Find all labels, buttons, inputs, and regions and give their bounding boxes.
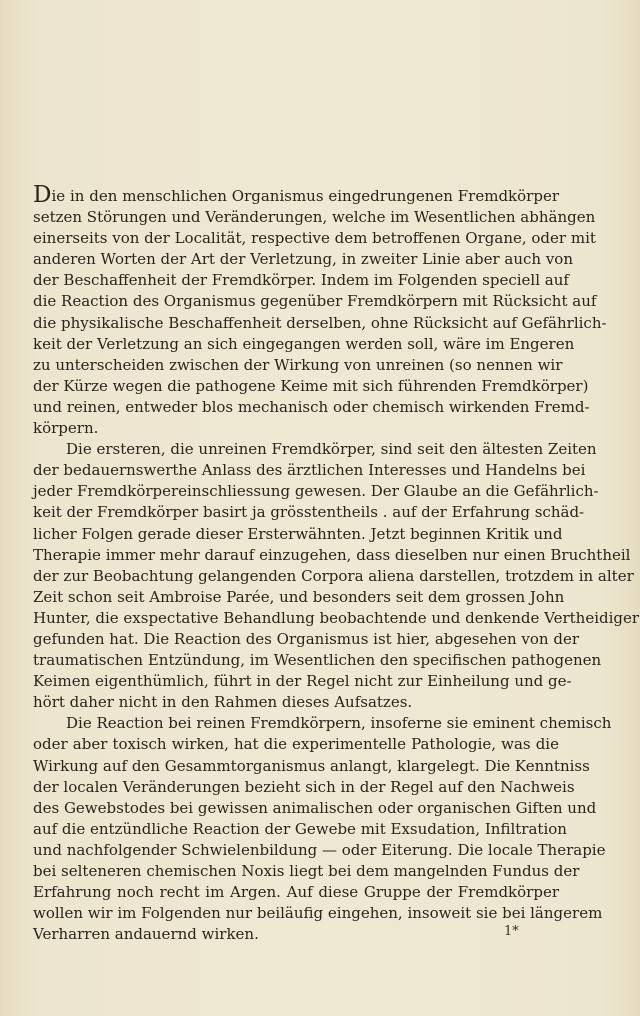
text-line xyxy=(33,840,606,861)
text-line xyxy=(33,460,586,481)
line-text: und nachfolgender Schwielenbildung — oder Eiterung. Die locale Therapie xyxy=(33,840,606,859)
text-line xyxy=(33,418,559,439)
text-line xyxy=(33,270,569,291)
text-line xyxy=(33,734,559,755)
line-text: keit der Verletzung an sich eingegangen werden soll, wäre im Engeren xyxy=(33,334,575,353)
line-text: hört daher nicht in den Rahmen dieses Aufsatzes. xyxy=(33,693,413,712)
text-line xyxy=(33,334,575,355)
line-text: Die ersteren, die unreinen Fremdkörper, sind seit den ältesten Zeiten xyxy=(66,440,597,459)
line-text: Zeit schon seit Ambroise Parée, und besonders seit dem grossen John xyxy=(33,587,565,606)
paragraph xyxy=(33,182,607,439)
text-line xyxy=(33,819,567,840)
text-line xyxy=(33,608,640,629)
text-line xyxy=(33,692,559,713)
line-text: Hunter, die exspectative Behandlung beobachtende und denkende Vertheidiger xyxy=(33,608,640,627)
text-line xyxy=(33,756,590,777)
line-text: keit der Fremdkörper basirt ja grösstentheils . auf der Erfahrung schäd- xyxy=(33,503,585,522)
line-text: Die Reaction bei reinen Fremdkörpern, insoferne sie eminent chemisch xyxy=(66,714,612,733)
line-text: die physikalische Beschaffenheit derselben, ohne Rücksicht auf Gefährlich- xyxy=(33,313,607,332)
line-text: Verharren andauernd wirken. xyxy=(33,925,259,944)
line-text: die Reaction des Organismus gegenüber Fremdkörpern mit Rücksicht auf xyxy=(33,292,597,311)
text-line xyxy=(33,376,589,397)
line-text: Keimen eigenthümlich, führt in der Regel nicht zur Einheilung und ge- xyxy=(33,672,572,691)
line-text: der zur Beobachtung gelangenden Corpora aliena darstellen, trotzdem in alter xyxy=(33,566,634,585)
text-line xyxy=(33,629,579,650)
line-text: licher Folgen gerade dieser Ersterwähnten. Jetzt beginnen Kritik und xyxy=(33,524,563,543)
initial-letter: D xyxy=(33,182,52,208)
text-line xyxy=(33,545,631,566)
line-text: Wirkung auf den Gesammtorganismus anlangt, klargelegt. Die Kenntniss xyxy=(33,756,590,775)
text-line xyxy=(33,713,612,734)
line-text: und reinen, entweder blos mechanisch oder chemisch wirkenden Fremd- xyxy=(33,397,590,416)
line-text: anderen Worten der Art der Verletzung, in zweiter Linie aber auch von xyxy=(33,250,573,269)
line-text: einerseits von der Localität, respective dem betroffenen Organe, oder mit xyxy=(33,229,596,248)
body-text xyxy=(33,182,640,945)
line-text: bei selteneren chemischen Noxis liegt bei dem mangelnden Fundus der xyxy=(33,862,580,880)
line-text: auf die entzündliche Reaction der Gewebe mit Exsudation, Infiltration xyxy=(33,819,567,838)
line-text: Erfahrung noch recht im Argen. Auf diese Gruppe der Fremdkörper xyxy=(33,883,559,902)
text-line xyxy=(33,777,575,798)
text-line xyxy=(33,313,607,334)
text-line xyxy=(33,439,597,460)
text-line xyxy=(33,882,559,903)
text-line xyxy=(33,524,563,545)
text-line xyxy=(33,566,634,587)
text-line xyxy=(33,355,563,376)
line-text: körpern. xyxy=(33,419,99,438)
line-text: Therapie immer mehr darauf einzugehen, dass dieselben nur einen Bruchtheil xyxy=(33,545,631,564)
line-text: der bedauernswerthe Anlass des ärztlichen Interesses und Handelns bei xyxy=(33,461,586,480)
text-line xyxy=(33,502,585,523)
line-text: der Beschaffenheit der Fremdkörper. Indem im Folgenden speciell auf xyxy=(33,271,569,290)
text-line xyxy=(33,903,603,924)
line-text: der Kürze wegen die pathogene Keime mit sich führenden Fremdkörper) xyxy=(33,376,589,395)
text-line xyxy=(33,397,590,418)
line-text: des Gewebstodes bei gewissen animalischen oder organischen Giften und xyxy=(33,798,597,817)
page-signature: 1* xyxy=(504,924,519,939)
text-line xyxy=(33,798,597,819)
text-line xyxy=(33,228,596,249)
line-text: gefunden hat. Die Reaction des Organismus ist hier, abgesehen von der xyxy=(33,629,579,648)
text-line xyxy=(33,861,580,882)
text-line xyxy=(33,291,597,312)
text-line xyxy=(33,924,559,945)
text-line xyxy=(33,650,602,671)
line-text: traumatischen Entzündung, im Wesentlichen den specifischen pathogenen xyxy=(33,651,602,670)
paragraph xyxy=(33,439,640,713)
paragraph xyxy=(33,713,612,945)
text-line xyxy=(33,481,599,502)
line-text: jeder Fremdkörpereinschliessung gewesen. Der Glaube an die Gefährlich- xyxy=(33,482,599,501)
line-text: setzen Störungen und Veränderungen, welche im Wesentlichen abhängen xyxy=(33,208,596,227)
text-line xyxy=(33,249,573,270)
text-line xyxy=(33,207,596,228)
text-line xyxy=(33,182,559,208)
line-text: ie in den menschlichen Organismus eingedrungenen Fremdkörper xyxy=(51,187,559,205)
text-line xyxy=(33,671,572,692)
text-line xyxy=(33,587,565,608)
line-text: der localen Veränderungen bezieht sich in der Regel auf den Nachweis xyxy=(33,777,575,796)
line-text: oder aber toxisch wirken, hat die experimentelle Pathologie, was die xyxy=(33,735,559,754)
line-text: zu unterscheiden zwischen der Wirkung von unreinen (so nennen wir xyxy=(33,355,563,374)
line-text: wollen wir im Folgenden nur beiläufig eingehen, insoweit sie bei längerem xyxy=(33,904,603,923)
